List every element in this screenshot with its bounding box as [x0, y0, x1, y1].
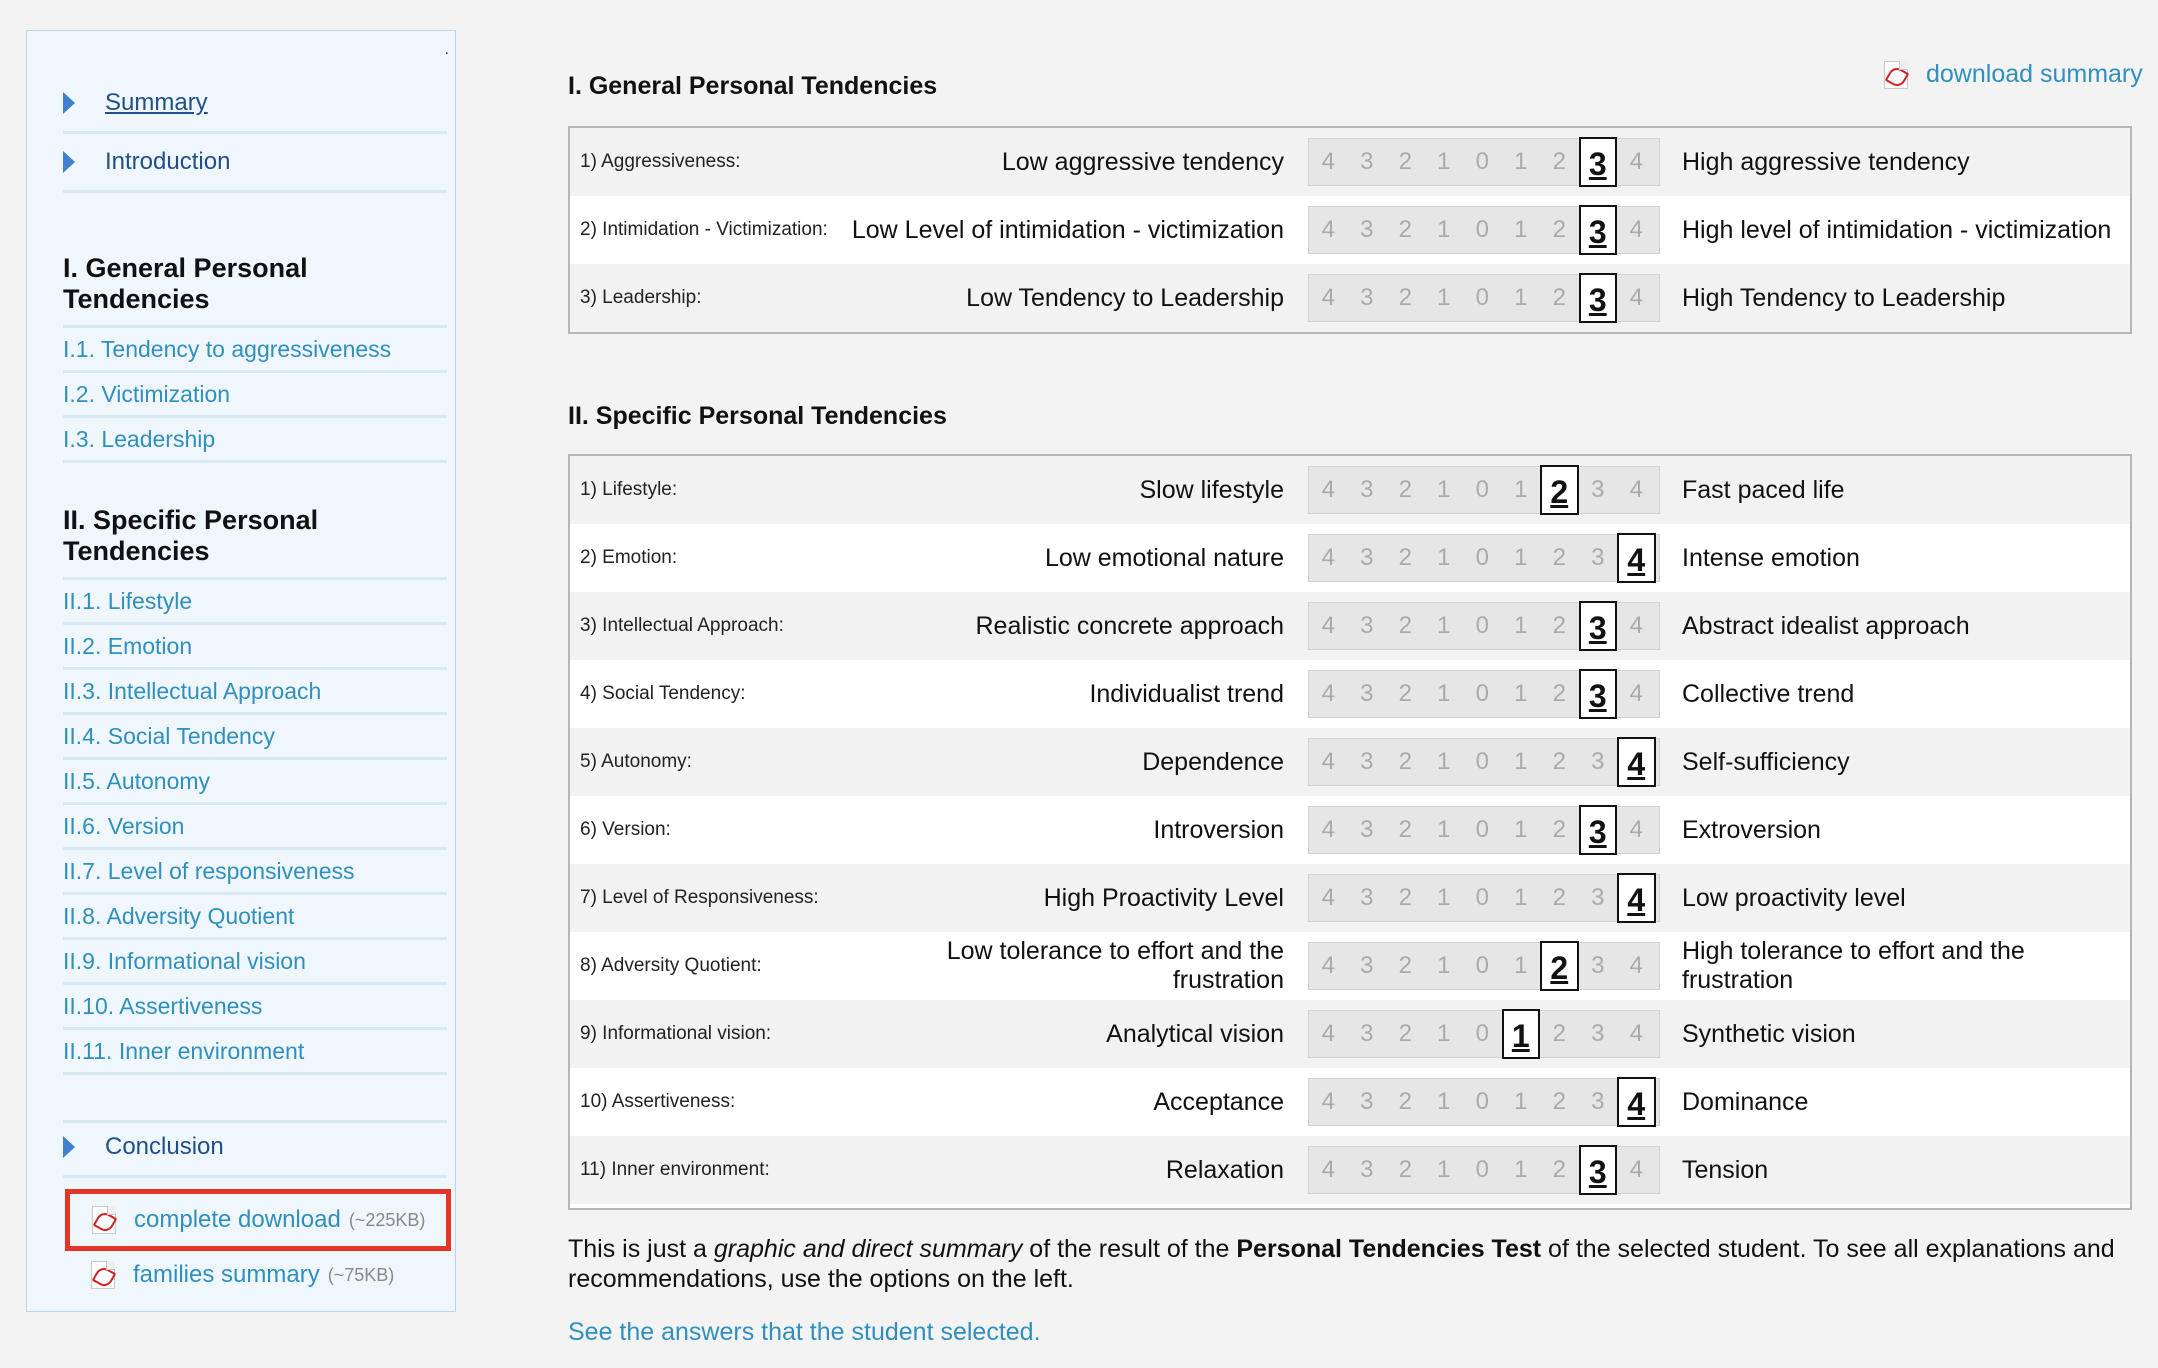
- sidebar-section-general: [63, 253, 447, 463]
- conclusion-link[interactable]: Conclusion: [105, 1133, 224, 1160]
- score-digit: 2: [1552, 612, 1566, 639]
- row-label: 10) Assertiveness:: [580, 1091, 736, 1112]
- score-digit: 2: [1398, 680, 1412, 707]
- row-label: 3) Leadership:: [580, 287, 702, 308]
- sidebar: [26, 30, 456, 1312]
- row-low-descriptor: Low Tendency to Leadership: [850, 264, 1304, 332]
- introduction-link[interactable]: Introduction: [105, 148, 231, 175]
- score-digit: 4: [1629, 680, 1643, 707]
- download-summary-link[interactable]: [1884, 60, 2143, 89]
- score-scale: [1308, 206, 1660, 254]
- score-digit: 1: [1437, 612, 1451, 639]
- score-digit: 3: [1360, 544, 1374, 571]
- see-answers-link[interactable]: See the answers that the student selected.: [568, 1318, 1041, 1346]
- families-summary-label[interactable]: families summary: [133, 1261, 320, 1288]
- score-digit: 0: [1475, 1020, 1489, 1047]
- row-high-descriptor: High level of intimidation - victimization: [1682, 215, 2112, 244]
- score-digit: 1: [1437, 748, 1451, 775]
- row-high-descriptor: Collective trend: [1682, 679, 1855, 708]
- score-selected: 4: [1617, 873, 1656, 923]
- sidebar-link-social-tendency[interactable]: II.4. Social Tendency: [63, 715, 447, 760]
- score-digit: 2: [1398, 816, 1412, 843]
- score-digit: 0: [1475, 816, 1489, 843]
- score-digit: 0: [1475, 284, 1489, 311]
- score-scale: [1308, 1078, 1660, 1126]
- download-summary-label[interactable]: download summary: [1926, 60, 2143, 88]
- section-title-general: I. General Personal Tendencies: [568, 72, 938, 100]
- sidebar-link-lifestyle[interactable]: II.1. Lifestyle: [63, 580, 447, 625]
- score-digit: 2: [1398, 1020, 1412, 1047]
- score-selected: 4: [1617, 1077, 1656, 1127]
- score-digit: 1: [1437, 816, 1451, 843]
- sidebar-section-specific: [63, 505, 447, 1123]
- row-label: 1) Aggressiveness:: [580, 151, 741, 172]
- score-scale: [1308, 138, 1660, 186]
- score-scale: [1308, 670, 1660, 718]
- score-digit: 3: [1360, 816, 1374, 843]
- score-digit: 0: [1475, 544, 1489, 571]
- pdf-icon: [92, 1206, 116, 1234]
- row-low-descriptor: Low Level of intimidation - victimization: [850, 196, 1304, 264]
- row-low-descriptor: High Proactivity Level: [850, 864, 1304, 932]
- score-scale: [1308, 466, 1660, 514]
- row-low-descriptor: Introversion: [850, 796, 1304, 864]
- sidebar-link-leadership[interactable]: I.3. Leadership: [63, 418, 447, 463]
- score-digit: 0: [1475, 952, 1489, 979]
- score-digit: 2: [1552, 148, 1566, 175]
- score-digit: 1: [1437, 952, 1451, 979]
- score-digit: 1: [1514, 816, 1528, 843]
- score-digit: 4: [1321, 544, 1335, 571]
- complete-download-size: (~225KB): [348, 1209, 426, 1230]
- score-digit: 1: [1437, 544, 1451, 571]
- row-high-descriptor: Dominance: [1682, 1087, 1809, 1116]
- score-digit: 4: [1321, 1020, 1335, 1047]
- score-digit: 4: [1321, 476, 1335, 503]
- score-digit: 4: [1629, 476, 1643, 503]
- score-digit: 3: [1591, 884, 1605, 911]
- score-digit: 4: [1321, 748, 1335, 775]
- sidebar-link-intellectual-approach[interactable]: II.3. Intellectual Approach: [63, 670, 447, 715]
- score-digit: 2: [1398, 612, 1412, 639]
- score-digit: 1: [1514, 476, 1528, 503]
- table-row: [570, 264, 2130, 332]
- score-digit: 3: [1360, 216, 1374, 243]
- score-digit: 2: [1552, 748, 1566, 775]
- score-digit: 3: [1591, 952, 1605, 979]
- note-strong: Personal Tendencies Test: [1236, 1235, 1542, 1263]
- row-high-descriptor: Low proactivity level: [1682, 883, 1906, 912]
- row-low-descriptor: Slow lifestyle: [850, 456, 1304, 524]
- triangle-right-icon: [63, 151, 75, 173]
- sidebar-item-summary[interactable]: [63, 75, 447, 134]
- score-digit: 1: [1437, 1156, 1451, 1183]
- score-digit: 4: [1629, 1156, 1643, 1183]
- row-label: 11) Inner environment:: [580, 1159, 770, 1180]
- sidebar-link-autonomy[interactable]: II.5. Autonomy: [63, 760, 447, 805]
- sidebar-item-introduction[interactable]: [63, 134, 447, 193]
- row-low-descriptor: Acceptance: [850, 1068, 1304, 1136]
- pdf-icon: [91, 1261, 115, 1289]
- row-low-descriptor: Realistic concrete approach: [850, 592, 1304, 660]
- row-high-descriptor: High tolerance to effort and the frustration: [1682, 937, 2025, 994]
- score-digit: 0: [1475, 748, 1489, 775]
- score-digit: 2: [1552, 816, 1566, 843]
- score-digit: 3: [1360, 748, 1374, 775]
- score-digit: 4: [1321, 1156, 1335, 1183]
- row-label: 6) Version:: [580, 819, 671, 840]
- score-digit: 1: [1514, 1156, 1528, 1183]
- score-digit: 3: [1360, 1156, 1374, 1183]
- row-label: 4) Social Tendency:: [580, 683, 746, 704]
- row-label: 2) Intimidation - Victimization:: [580, 219, 828, 240]
- score-digit: 1: [1437, 476, 1451, 503]
- score-digit: 2: [1398, 884, 1412, 911]
- complete-download-link[interactable]: [65, 1189, 451, 1251]
- score-digit: 4: [1321, 680, 1335, 707]
- triangle-right-icon: [63, 92, 75, 114]
- specific-tendencies-table: [568, 454, 2132, 1210]
- score-digit: 1: [1514, 680, 1528, 707]
- score-selected: 3: [1579, 137, 1618, 187]
- score-digit: 1: [1437, 1088, 1451, 1115]
- row-high-descriptor: Synthetic vision: [1682, 1019, 1856, 1048]
- score-digit: 4: [1321, 816, 1335, 843]
- row-high-descriptor: Intense emotion: [1682, 543, 1860, 572]
- score-digit: 2: [1552, 1020, 1566, 1047]
- sidebar-dot: .: [444, 41, 449, 58]
- score-digit: 3: [1591, 748, 1605, 775]
- table-row: [570, 128, 2130, 196]
- score-digit: 4: [1321, 216, 1335, 243]
- summary-note: [568, 1234, 2138, 1294]
- score-digit: 3: [1591, 1088, 1605, 1115]
- table-row: [570, 196, 2130, 264]
- score-digit: 0: [1475, 1156, 1489, 1183]
- score-digit: 0: [1475, 216, 1489, 243]
- score-digit: 0: [1475, 884, 1489, 911]
- score-digit: 3: [1360, 884, 1374, 911]
- score-selected: 3: [1579, 1145, 1618, 1195]
- sidebar-divider: [63, 1075, 447, 1123]
- score-digit: 3: [1360, 680, 1374, 707]
- score-digit: 2: [1398, 216, 1412, 243]
- row-low-descriptor: Low emotional nature: [850, 524, 1304, 592]
- score-digit: 1: [1514, 884, 1528, 911]
- score-scale: [1308, 942, 1660, 990]
- sidebar-link-emotion[interactable]: II.2. Emotion: [63, 625, 447, 670]
- general-tendencies-table: [568, 126, 2132, 334]
- row-label: 5) Autonomy:: [580, 751, 692, 772]
- note-emphasis: graphic and direct summary: [713, 1235, 1023, 1263]
- row-low-descriptor: Low aggressive tendency: [850, 128, 1304, 196]
- sidebar-link-version[interactable]: II.6. Version: [63, 805, 447, 850]
- sidebar-section-title: II. Specific Personal Tendencies: [63, 505, 447, 580]
- score-digit: 1: [1514, 1088, 1528, 1115]
- row-low-descriptor: Dependence: [850, 728, 1304, 796]
- row-low-descriptor: Relaxation: [850, 1136, 1304, 1204]
- row-low-descriptor: Analytical vision: [850, 1000, 1304, 1068]
- row-high-descriptor: High aggressive tendency: [1682, 147, 1970, 176]
- score-scale: [1308, 1010, 1660, 1058]
- row-label: 8) Adversity Quotient:: [580, 955, 762, 976]
- score-digit: 2: [1552, 884, 1566, 911]
- score-digit: 2: [1398, 476, 1412, 503]
- score-digit: 2: [1552, 1088, 1566, 1115]
- row-high-descriptor: Extroversion: [1682, 815, 1821, 844]
- families-summary-link[interactable]: [91, 1257, 394, 1293]
- score-selected: 1: [1502, 1009, 1541, 1059]
- pdf-icon: [1884, 61, 1908, 89]
- row-low-descriptor: Individualist trend: [850, 660, 1304, 728]
- score-digit: 1: [1437, 680, 1451, 707]
- score-scale: [1308, 602, 1660, 650]
- score-scale: [1308, 738, 1660, 786]
- row-label: 1) Lifestyle:: [580, 479, 678, 500]
- score-digit: 2: [1552, 1156, 1566, 1183]
- score-selected: 3: [1579, 601, 1618, 651]
- score-digit: 1: [1437, 884, 1451, 911]
- score-digit: 2: [1398, 284, 1412, 311]
- table-row: [570, 660, 2130, 728]
- row-label: 3) Intellectual Approach:: [580, 615, 784, 636]
- score-digit: 1: [1514, 748, 1528, 775]
- row-high-descriptor: High Tendency to Leadership: [1682, 283, 2006, 312]
- table-row: [570, 524, 2130, 592]
- table-row: [570, 456, 2130, 524]
- score-digit: 1: [1514, 612, 1528, 639]
- score-digit: 4: [1321, 612, 1335, 639]
- score-digit: 2: [1398, 1088, 1412, 1115]
- note-text: of the selected student. To see all explanations and recommendations, use the options on the left.: [568, 1235, 2115, 1293]
- sidebar-top-nav: [63, 75, 447, 193]
- score-scale: [1308, 874, 1660, 922]
- score-digit: 3: [1360, 148, 1374, 175]
- note-text: of the result of the: [1022, 1235, 1237, 1263]
- summary-link[interactable]: Summary: [105, 89, 208, 116]
- row-high-descriptor: Fast paced life: [1682, 475, 1845, 504]
- score-digit: 4: [1629, 284, 1643, 311]
- table-row: [570, 1136, 2130, 1204]
- score-digit: 4: [1629, 216, 1643, 243]
- note-text: This is just a: [568, 1235, 714, 1263]
- score-digit: 1: [1514, 544, 1528, 571]
- score-selected: 3: [1579, 273, 1618, 323]
- score-scale: [1308, 274, 1660, 322]
- score-digit: 1: [1437, 1020, 1451, 1047]
- score-digit: 4: [1321, 884, 1335, 911]
- score-digit: 4: [1629, 148, 1643, 175]
- row-label: 7) Level of Responsiveness:: [580, 887, 819, 908]
- score-digit: 2: [1552, 284, 1566, 311]
- sidebar-conclusion-nav: [63, 1119, 447, 1178]
- score-scale: [1308, 534, 1660, 582]
- score-digit: 3: [1360, 612, 1374, 639]
- score-digit: 1: [1514, 952, 1528, 979]
- score-digit: 3: [1591, 1020, 1605, 1047]
- sidebar-link-inner-environment[interactable]: II.11. Inner environment: [63, 1030, 447, 1075]
- score-digit: 0: [1475, 476, 1489, 503]
- triangle-right-icon: [63, 1136, 75, 1158]
- row-high-descriptor: Abstract idealist approach: [1682, 611, 1970, 640]
- sidebar-link-aggressiveness[interactable]: I.1. Tendency to aggressiveness: [63, 328, 447, 373]
- score-selected: 2: [1540, 465, 1579, 515]
- families-summary-size: (~75KB): [327, 1264, 395, 1285]
- score-digit: 3: [1360, 1020, 1374, 1047]
- score-scale: [1308, 806, 1660, 854]
- score-digit: 0: [1475, 148, 1489, 175]
- sidebar-link-informational-vision[interactable]: II.9. Informational vision: [63, 940, 447, 985]
- score-digit: 2: [1398, 1156, 1412, 1183]
- score-digit: 3: [1360, 952, 1374, 979]
- score-selected: 4: [1617, 533, 1656, 583]
- score-selected: 3: [1579, 805, 1618, 855]
- score-digit: 4: [1629, 1020, 1643, 1047]
- score-selected: 3: [1579, 669, 1618, 719]
- score-scale: [1308, 1146, 1660, 1194]
- score-digit: 2: [1398, 952, 1412, 979]
- score-digit: 2: [1552, 216, 1566, 243]
- sidebar-link-responsiveness[interactable]: II.7. Level of responsiveness: [63, 850, 447, 895]
- score-digit: 0: [1475, 612, 1489, 639]
- score-digit: 3: [1360, 1088, 1374, 1115]
- score-digit: 1: [1437, 148, 1451, 175]
- score-digit: 0: [1475, 1088, 1489, 1115]
- score-digit: 4: [1321, 148, 1335, 175]
- score-digit: 2: [1398, 148, 1412, 175]
- score-digit: 2: [1398, 748, 1412, 775]
- score-digit: 2: [1552, 680, 1566, 707]
- score-digit: 4: [1321, 284, 1335, 311]
- score-digit: 4: [1629, 612, 1643, 639]
- score-digit: 4: [1321, 952, 1335, 979]
- table-row: [570, 932, 2130, 1000]
- score-selected: 2: [1540, 941, 1579, 991]
- complete-download-label[interactable]: complete download: [134, 1206, 341, 1233]
- row-label: 9) Informational vision:: [580, 1023, 772, 1044]
- score-digit: 1: [1437, 216, 1451, 243]
- sidebar-item-conclusion[interactable]: [63, 1119, 447, 1178]
- score-digit: 1: [1514, 148, 1528, 175]
- table-row: [570, 796, 2130, 864]
- sidebar-link-adversity-quotient[interactable]: II.8. Adversity Quotient: [63, 895, 447, 940]
- score-digit: 3: [1591, 544, 1605, 571]
- row-low-descriptor: Low tolerance to effort and the frustration: [850, 932, 1304, 1000]
- row-high-descriptor: Self-sufficiency: [1682, 747, 1850, 776]
- table-row: [570, 1000, 2130, 1068]
- table-row: [570, 864, 2130, 932]
- score-digit: 4: [1629, 816, 1643, 843]
- score-digit: 0: [1475, 680, 1489, 707]
- score-digit: 1: [1514, 216, 1528, 243]
- score-digit: 2: [1398, 544, 1412, 571]
- sidebar-link-victimization[interactable]: I.2. Victimization: [63, 373, 447, 418]
- table-row: [570, 1068, 2130, 1136]
- sidebar-section-title: I. General Personal Tendencies: [63, 253, 447, 328]
- score-digit: 3: [1591, 476, 1605, 503]
- score-digit: 4: [1321, 1088, 1335, 1115]
- table-row: [570, 592, 2130, 660]
- section-title-specific: II. Specific Personal Tendencies: [568, 402, 947, 430]
- score-selected: 4: [1617, 737, 1656, 787]
- score-selected: 3: [1579, 205, 1618, 255]
- table-row: [570, 728, 2130, 796]
- row-high-descriptor: Tension: [1682, 1155, 1769, 1184]
- score-digit: 3: [1360, 284, 1374, 311]
- score-digit: 1: [1437, 284, 1451, 311]
- score-digit: 4: [1629, 952, 1643, 979]
- sidebar-link-assertiveness[interactable]: II.10. Assertiveness: [63, 985, 447, 1030]
- score-digit: 1: [1514, 284, 1528, 311]
- score-digit: 2: [1552, 544, 1566, 571]
- score-digit: 3: [1360, 476, 1374, 503]
- row-label: 2) Emotion:: [580, 547, 678, 568]
